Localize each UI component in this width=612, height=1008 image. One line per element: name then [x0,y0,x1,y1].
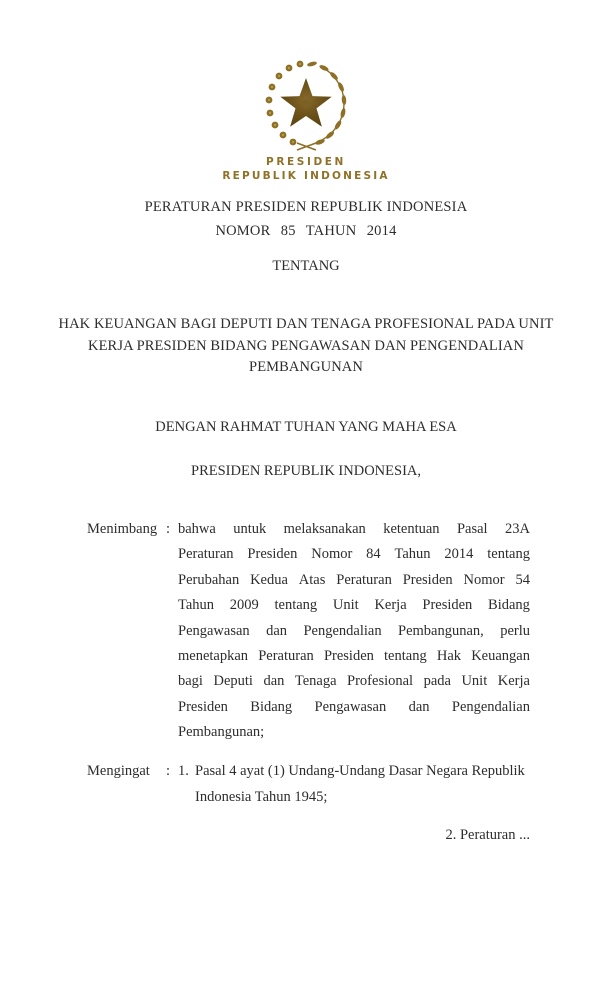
grace-line: DENGAN RAHMAT TUHAN YANG MAHA ESA [155,419,457,435]
considering-line: bagi Deputi dan Tenaga Profesional pada Unit Kerja [178,673,530,690]
considering-lines [178,517,530,746]
considering-line: Pengawasan dan Pengendalian Pembangunan, perlu [178,622,530,639]
clause-label-menimbang: Menimbang [87,521,158,537]
authority-line: PRESIDEN REPUBLIK INDONESIA, [191,463,421,479]
remembering-line: Indonesia Tahun 1945; [195,789,328,805]
presidential-seal-icon [246,54,366,154]
considering-line: Tahun 2009 tentang Unit Kerja Presiden Bidang [178,597,530,614]
considering-line: Presiden Bidang Pengawasan dan Pengendalian [178,698,530,715]
catchword: 2. Peraturan ... [445,827,530,843]
legal-item-number: 1. [178,763,189,779]
considering-clause [87,517,530,746]
clause-label-mengingat: Mengingat [87,763,150,779]
considering-line: menetapkan Peraturan Presiden tentang Hak Keuangan [178,648,530,665]
clause-colon: : [166,763,171,779]
org-name-line2: REPUBLIK INDONESIA [222,170,390,182]
tentang-label: TENTANG [272,258,340,274]
considering-line: Pembangunan; [178,724,265,741]
remembering-clause [87,758,530,810]
regulation-title-block [0,196,612,243]
regulation-title: PERATURAN PRESIDEN REPUBLIK INDONESIA [144,199,468,215]
letterhead [0,54,612,182]
legal-basis-item [178,758,530,810]
subject-line: HAK KEUANGAN BAGI DEPUTI DAN TENAGA PROFESIONAL PADA UNIT [58,316,554,332]
regulation-number: NOMOR 85 TAHUN 2014 [215,222,397,239]
subject-line: PEMBANGUNAN [249,359,363,376]
regulation-subject [30,314,582,379]
clause-colon: : [166,521,171,537]
considering-line: Perubahan Kedua Atas Peraturan Presiden Nomor 54 [178,571,530,588]
remembering-lines [195,758,530,810]
remembering-line: Pasal 4 ayat (1) Undang-Undang Dasar Negara Republik [195,763,525,779]
org-name-line1: PRESIDEN [266,156,346,168]
subject-line: KERJA PRESIDEN BIDANG PENGAWASAN DAN PENGENDALIAN [88,337,524,354]
considering-line: bahwa untuk melaksanakan ketentuan Pasal 23A [178,521,530,537]
considering-line: Peraturan Presiden Nomor 84 Tahun 2014 tentang [178,546,530,563]
